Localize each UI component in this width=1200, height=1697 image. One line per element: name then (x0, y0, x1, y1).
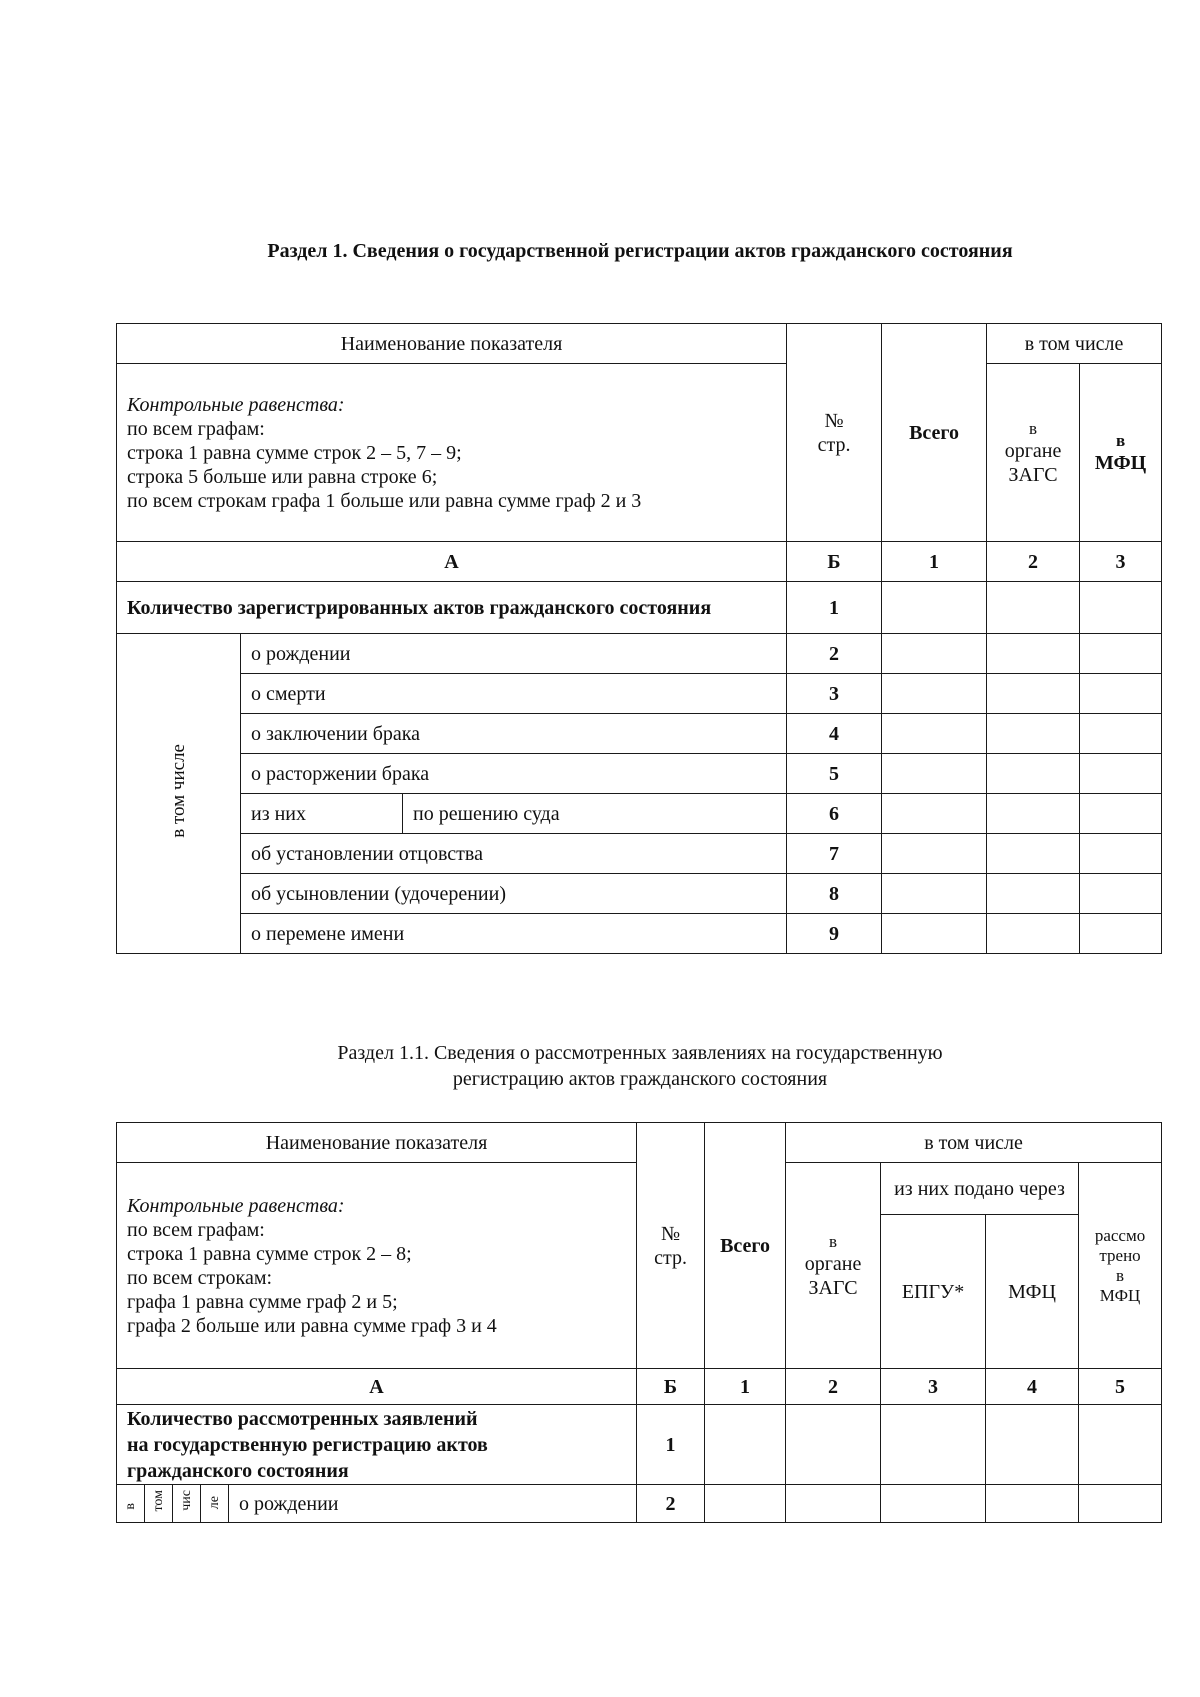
including-header: в том числе (987, 324, 1162, 364)
value-cell[interactable] (881, 1485, 986, 1523)
mfc-header: в МФЦ (1080, 364, 1162, 542)
value-cell[interactable] (987, 794, 1080, 834)
row-label: о рождении (229, 1485, 637, 1523)
line-number: 9 (787, 914, 882, 954)
line-number: 5 (787, 754, 882, 794)
value-cell[interactable] (1080, 634, 1162, 674)
value-cell[interactable] (882, 754, 987, 794)
col-code-1: 1 (882, 542, 987, 582)
control-equalities: Контрольные равенства: по всем графам: строка 1 равна сумме строк 2 – 8; по всем строкам: графа 1 равна сумме граф 2 и 5; графа 2 больше или равна сумме граф 3 и 4 (117, 1163, 637, 1369)
value-cell[interactable] (986, 1485, 1079, 1523)
col-code-3: 3 (1080, 542, 1162, 582)
total-row-label: Количество рассмотренных заявлений на государственную регистрацию актов гражданского состояния (117, 1405, 637, 1485)
indicator-header: Наименование показателя (117, 1123, 637, 1163)
line-number: 4 (787, 714, 882, 754)
line-number-header: № стр. (787, 324, 882, 542)
value-cell[interactable] (882, 794, 987, 834)
line-number-header: № стр. (637, 1123, 705, 1369)
including-vertical-part: в (117, 1485, 145, 1523)
value-cell[interactable] (987, 714, 1080, 754)
line-number: 1 (637, 1405, 705, 1485)
value-cell[interactable] (1080, 754, 1162, 794)
value-cell[interactable] (987, 582, 1080, 634)
value-cell[interactable] (882, 582, 987, 634)
value-cell[interactable] (1080, 714, 1162, 754)
col-code-b: Б (787, 542, 882, 582)
col-code-2: 2 (786, 1369, 881, 1405)
value-cell[interactable] (1080, 914, 1162, 954)
value-cell[interactable] (882, 874, 987, 914)
col-code-1: 1 (705, 1369, 786, 1405)
control-equalities: Контрольные равенства: по всем графам: строка 1 равна сумме строк 2 – 5, 7 – 9; строка 5 больше или равна строке 6; по всем строкам графа 1 больше или равна сумме граф 2 и 3 (117, 364, 787, 542)
submitted-via-header: из них подано через (881, 1163, 1079, 1215)
value-cell[interactable] (1079, 1485, 1162, 1523)
col-code-2: 2 (987, 542, 1080, 582)
section2-table (116, 1122, 1162, 1523)
col-code-a: А (117, 542, 787, 582)
col-code-5: 5 (1079, 1369, 1162, 1405)
value-cell[interactable] (786, 1485, 881, 1523)
row-label-by-court: по решению суда (403, 794, 787, 834)
total-header: Всего (705, 1123, 786, 1369)
value-cell[interactable] (1080, 794, 1162, 834)
section2-title: Раздел 1.1. Сведения о рассмотренных заявлениях на государственную регистрацию актов гражданского состояния (337, 1042, 943, 1090)
value-cell[interactable] (987, 914, 1080, 954)
value-cell[interactable] (987, 634, 1080, 674)
line-number: 2 (637, 1485, 705, 1523)
including-vertical-part: ле (201, 1485, 229, 1523)
line-number: 2 (787, 634, 882, 674)
col-code-4: 4 (986, 1369, 1079, 1405)
value-cell[interactable] (1079, 1405, 1162, 1485)
indicator-header: Наименование показателя (117, 324, 787, 364)
value-cell[interactable] (881, 1405, 986, 1485)
value-cell[interactable] (1080, 582, 1162, 634)
row-label: о заключении брака (241, 714, 787, 754)
line-number: 8 (787, 874, 882, 914)
zags-header: в органе ЗАГС (786, 1163, 881, 1369)
row-label: об усыновлении (удочерении) (241, 874, 787, 914)
including-header: в том числе (786, 1123, 1162, 1163)
section1-table (116, 323, 1162, 954)
including-vertical-label: в том числе (117, 634, 241, 954)
value-cell[interactable] (882, 674, 987, 714)
value-cell[interactable] (705, 1485, 786, 1523)
zags-header: в органе ЗАГС (987, 364, 1080, 542)
value-cell[interactable] (1080, 674, 1162, 714)
including-vertical-part: чис (173, 1485, 201, 1523)
col-code-3: 3 (881, 1369, 986, 1405)
section1-title: Раздел 1. Сведения о государственной регистрации актов гражданского состояния (267, 240, 1013, 262)
total-header: Всего (882, 324, 987, 542)
value-cell[interactable] (987, 874, 1080, 914)
value-cell[interactable] (1080, 834, 1162, 874)
value-cell[interactable] (882, 834, 987, 874)
value-cell[interactable] (786, 1405, 881, 1485)
value-cell[interactable] (986, 1405, 1079, 1485)
value-cell[interactable] (882, 634, 987, 674)
total-row-label: Количество зарегистрированных актов гражданского состояния (117, 582, 787, 634)
row-label: о расторжении брака (241, 754, 787, 794)
mfc-header: МФЦ (986, 1215, 1079, 1369)
value-cell[interactable] (987, 834, 1080, 874)
line-number: 7 (787, 834, 882, 874)
line-number: 6 (787, 794, 882, 834)
row-label: об установлении отцовства (241, 834, 787, 874)
row-label: о перемене имени (241, 914, 787, 954)
value-cell[interactable] (882, 714, 987, 754)
line-number: 3 (787, 674, 882, 714)
value-cell[interactable] (987, 754, 1080, 794)
value-cell[interactable] (987, 674, 1080, 714)
col-code-b: Б (637, 1369, 705, 1405)
value-cell[interactable] (1080, 874, 1162, 914)
row-label-of-which: из них (241, 794, 403, 834)
including-vertical-part: том (145, 1485, 173, 1523)
reviewed-in-mfc-header: рассмо трено в МФЦ (1079, 1163, 1162, 1369)
row-label: о рождении (241, 634, 787, 674)
value-cell[interactable] (705, 1405, 786, 1485)
col-code-a: А (117, 1369, 637, 1405)
line-number: 1 (787, 582, 882, 634)
value-cell[interactable] (882, 914, 987, 954)
epgu-header: ЕПГУ* (881, 1215, 986, 1369)
row-label: о смерти (241, 674, 787, 714)
